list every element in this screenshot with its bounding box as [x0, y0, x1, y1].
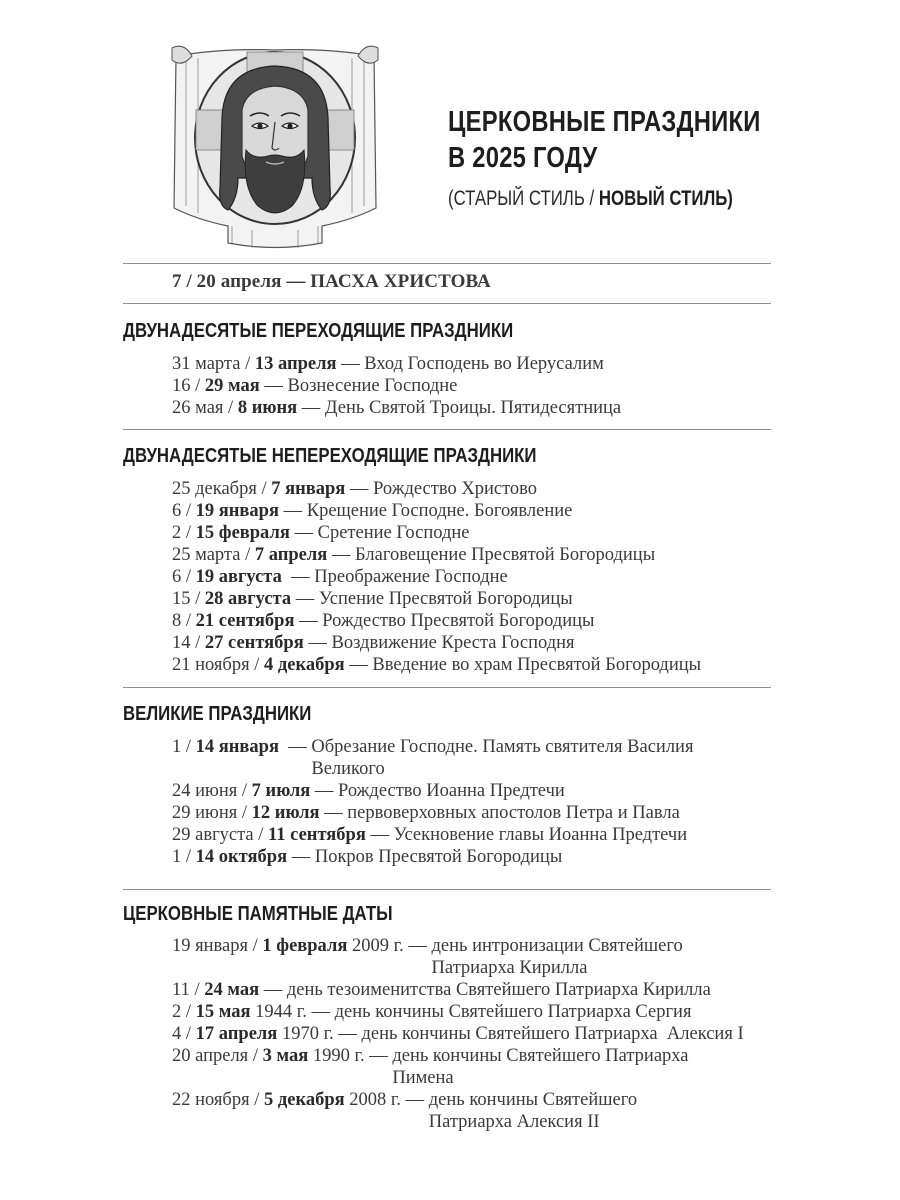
- feast-name: — Воздвижение Креста Господня: [303, 633, 575, 653]
- new-style-date: 21 сентября: [195, 611, 295, 631]
- section-title-memorial-dates: ЦЕРКОВНЫЕ ПАМЯТНЫЕ ДАТЫ: [123, 903, 393, 925]
- old-style-date: 6 /: [172, 567, 196, 587]
- list-item-continuation: Великого: [311, 759, 385, 779]
- old-style-date: 31 марта /: [172, 354, 255, 374]
- old-style-date: 26 мая /: [172, 398, 238, 418]
- easter-sep: —: [281, 271, 311, 292]
- new-style-date: 4 декабря: [264, 655, 345, 675]
- list-item-continuation: Пимена: [392, 1068, 454, 1088]
- list-item: [172, 522, 701, 544]
- old-style-date: 4 /: [172, 1024, 196, 1044]
- savior-icon: [162, 38, 388, 253]
- list-item-continuation: Патриарха Кирилла: [431, 958, 588, 978]
- title-line-1: ЦЕРКОВНЫЕ ПРАЗДНИКИ: [448, 106, 761, 138]
- feast-name: — Рождество Пресвятой Богородицы: [294, 611, 595, 631]
- list-item: [172, 375, 621, 397]
- new-style-date: 7 января: [271, 479, 346, 499]
- list-item: [172, 780, 693, 802]
- old-style-date: 14 /: [172, 633, 205, 653]
- feast-name: — Покров Пресвятой Богородицы: [287, 847, 563, 867]
- old-style-date: 2 /: [172, 1002, 196, 1022]
- list-item: [172, 824, 693, 846]
- new-style-date: 11 сентября: [268, 825, 366, 845]
- year: 1944 г.: [250, 1002, 307, 1022]
- old-style-date: 29 августа /: [172, 825, 269, 845]
- section-list-memorial-dates: [172, 935, 744, 1133]
- feast-name: — Усекновение главы Иоанна Предтечи: [365, 825, 688, 845]
- new-style-date: 15 февраля: [195, 523, 290, 543]
- list-item: [172, 353, 621, 375]
- old-style-date: 6 /: [172, 501, 196, 521]
- list-item-continuation: Патриарха Алексия II: [428, 1112, 600, 1132]
- list-item: [172, 1001, 744, 1023]
- old-style-date: 21 ноября /: [172, 655, 264, 675]
- list-item: [172, 736, 693, 758]
- feast-name: — день кончины Святейшего Патриарха Сергия: [306, 1002, 692, 1022]
- old-style-date: 15 /: [172, 589, 205, 609]
- section-title-moveable-feasts: ДВУНАДЕСЯТЫЕ ПЕРЕХОДЯЩИЕ ПРАЗДНИКИ: [123, 320, 514, 342]
- year: 1990 г.: [308, 1046, 365, 1066]
- year: 2009 г.: [347, 936, 404, 956]
- old-style-date: 8 /: [172, 611, 196, 631]
- list-item: [172, 397, 621, 419]
- section-title-great-feasts: ВЕЛИКИЕ ПРАЗДНИКИ: [123, 703, 312, 725]
- list-item: [172, 935, 744, 957]
- easter-name: ПАСХА ХРИСТОВА: [310, 271, 491, 292]
- feast-name: — Рождество Христово: [345, 479, 538, 499]
- feast-name: — Успение Пресвятой Богородицы: [291, 589, 573, 609]
- new-style-date: 17 апреля: [195, 1024, 278, 1044]
- divider: [123, 687, 771, 688]
- year: 2008 г.: [344, 1090, 402, 1110]
- list-item: [172, 566, 701, 588]
- feast-name: — Крещение Господне. Богоявление: [278, 501, 573, 521]
- new-style-date: 3 мая: [262, 1046, 309, 1066]
- old-style-date: 1 /: [172, 737, 196, 757]
- divider: [123, 263, 771, 264]
- new-style-date: 24 мая: [204, 980, 260, 1000]
- new-style-date: 14 января: [195, 737, 279, 757]
- feast-name: — день тезоименитства Святейшего Патриарха Кирилла: [259, 980, 711, 1000]
- title-line-2: В 2025 ГОДУ: [448, 142, 598, 174]
- page-subtitle: [448, 186, 733, 212]
- new-style-date: 1 февраля: [262, 936, 348, 956]
- old-style-date: 11 /: [172, 980, 205, 1000]
- list-item: [172, 1045, 744, 1067]
- new-style-date: 8 июня: [237, 398, 298, 418]
- list-item: [172, 1089, 744, 1111]
- new-style-date: 15 мая: [195, 1002, 251, 1022]
- list-item: [172, 610, 701, 632]
- old-style-date: 25 декабря /: [172, 479, 272, 499]
- page-title: [448, 104, 761, 176]
- divider: [123, 889, 771, 890]
- divider: [123, 303, 771, 304]
- list-item: [172, 500, 701, 522]
- list-item: [172, 654, 701, 676]
- feast-name: — Преображение Господне: [281, 567, 508, 587]
- feast-name: — день интронизации Святейшего: [403, 936, 683, 956]
- feast-name: — День Святой Троицы. Пятидесятница: [297, 398, 622, 418]
- list-item: [172, 1023, 744, 1045]
- old-style-date: 1 /: [172, 847, 196, 867]
- feast-name: — день кончины Святейшего Патриарха: [364, 1046, 689, 1066]
- easter-line: [172, 271, 491, 293]
- list-item: [172, 478, 701, 500]
- list-item: [172, 979, 744, 1001]
- old-style-date: 19 января /: [172, 936, 263, 956]
- feast-name: — Благовещение Пресвятой Богородицы: [327, 545, 656, 565]
- old-style-date: 22 ноября /: [172, 1090, 264, 1110]
- easter-date: 7 / 20 апреля: [172, 271, 282, 292]
- new-style-date: 7 апреля: [254, 545, 328, 565]
- new-style-date: 13 апреля: [254, 354, 337, 374]
- section-list-great-feasts: [172, 736, 693, 868]
- divider: [123, 429, 771, 430]
- list-item: [172, 802, 693, 824]
- new-style-date: 19 января: [195, 501, 279, 521]
- new-style-date: 28 августа: [204, 589, 292, 609]
- feast-name: — Рождество Иоанна Предтечи: [310, 781, 565, 801]
- list-item: [172, 846, 693, 868]
- section-list-fixed-feasts: [172, 478, 701, 676]
- old-style-date: 16 /: [172, 376, 205, 396]
- old-style-date: 24 июня /: [172, 781, 252, 801]
- new-style-date: 12 июля: [251, 803, 320, 823]
- section-title-fixed-feasts: ДВУНАДЕСЯТЫЕ НЕПЕРЕХОДЯЩИЕ ПРАЗДНИКИ: [123, 445, 537, 467]
- old-style-date: 2 /: [172, 523, 196, 543]
- icon-illustration: [162, 38, 388, 253]
- new-style-date: 7 июля: [251, 781, 311, 801]
- feast-name: — день кончины Святейшего: [401, 1090, 638, 1110]
- feast-name: — Вход Господень во Иерусалим: [336, 354, 604, 374]
- new-style-date: 29 мая: [204, 376, 260, 396]
- feast-name: — Вознесение Господне: [259, 376, 458, 396]
- old-style-date: 25 марта /: [172, 545, 255, 565]
- new-style-date: 19 августа: [195, 567, 282, 587]
- list-item: [172, 588, 701, 610]
- feast-name: — день кончины Святейшего Патриарха Алексия I: [333, 1024, 744, 1044]
- feast-name: — Сретение Господне: [289, 523, 470, 543]
- new-style-date: 14 октября: [195, 847, 288, 867]
- list-item: [172, 544, 701, 566]
- old-style-date: 29 июня /: [172, 803, 252, 823]
- feast-name: — первоверховных апостолов Петра и Павла: [319, 803, 680, 823]
- feast-name: — Обрезание Господне. Память святителя Василия: [278, 737, 694, 757]
- list-item: [172, 632, 701, 654]
- old-style-date: 20 апреля /: [172, 1046, 263, 1066]
- new-style-date: 5 декабря: [264, 1090, 345, 1110]
- section-list-moveable-feasts: [172, 353, 621, 419]
- year: 1970 г.: [277, 1024, 334, 1044]
- new-style-date: 27 сентября: [204, 633, 304, 653]
- feast-name: — Введение во храм Пресвятой Богородицы: [344, 655, 702, 675]
- subtitle-old-style: (СТАРЫЙ СТИЛЬ /: [448, 187, 599, 210]
- subtitle-new-style: НОВЫЙ СТИЛЬ): [598, 187, 733, 210]
